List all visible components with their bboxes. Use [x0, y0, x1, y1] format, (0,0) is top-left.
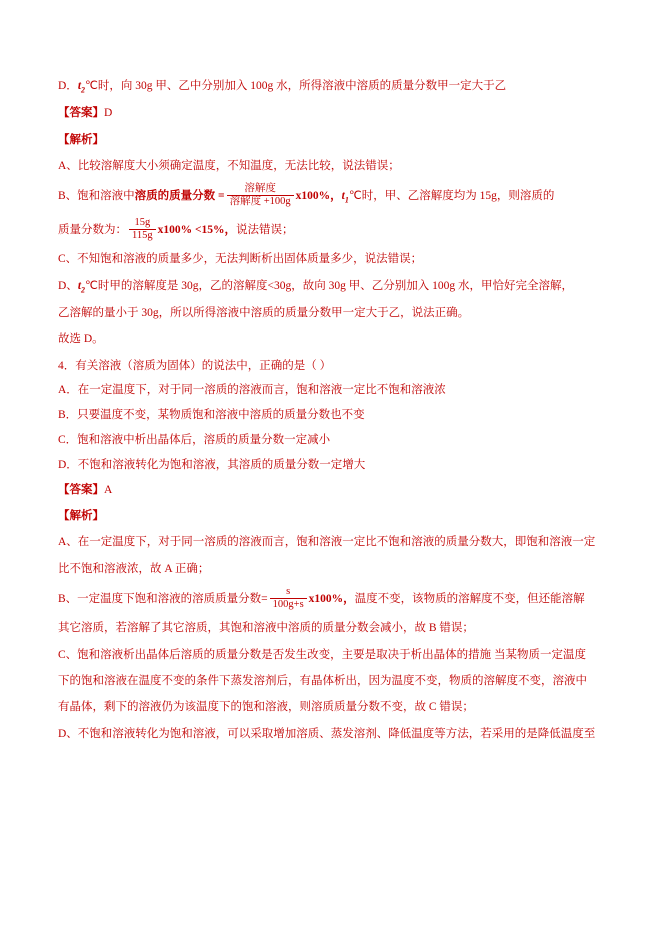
mass-fraction-tail: 说法错误；	[236, 223, 294, 236]
mass-fraction-percent: x100% <15%，	[157, 223, 237, 236]
q4-b-tail: 温度不变，该物质的溶解度不变，但还能溶解	[354, 593, 585, 606]
analysis-b-formula-label: 溶质的质量分数 =	[134, 190, 225, 203]
question-4-analysis-label-line	[58, 508, 603, 526]
analysis-d-prefix: D、	[58, 279, 78, 292]
q4-analysis-b-line	[58, 587, 603, 612]
analysis-b-tail: ℃时，甲、乙溶解度均为 15g，则溶质的	[348, 190, 555, 203]
analysis-b-line	[58, 184, 603, 209]
variable-t2-subscript: 2	[81, 284, 86, 294]
question-4-option-d: D．不饱和溶液转化为饱和溶液，其溶质的质量分数一定增大	[58, 458, 366, 471]
fraction-numerator: 15g	[134, 216, 151, 228]
fraction-solubility	[227, 183, 294, 208]
question-4-stem: 4．有关溶液（溶质为固体）的说法中，正确的是（ ）	[58, 359, 332, 372]
q4-analysis-a-line1: A、在一定温度下，对于同一溶质的溶液而言，饱和溶液一定比不饱和溶液的质量分数大，即饱和溶液一定	[58, 536, 596, 549]
question-4-option-c: C．饱和溶液中析出晶体后，溶质的质量分数一定减小	[58, 433, 331, 446]
variable-t1: t	[341, 190, 345, 203]
option-d-line	[58, 78, 603, 97]
option-d-prefix: D．	[58, 80, 78, 92]
mass-fraction-prefix: 质量分数为：	[58, 223, 127, 236]
question-4-answer-line	[58, 482, 603, 500]
analysis-a-line: A、比较溶解度大小须确定温度，不知温度，无法比较，说法错误；	[58, 159, 400, 172]
analysis-label: 【解析】	[58, 133, 104, 146]
fraction-15g-115g	[129, 217, 156, 242]
variable-t2: t	[77, 279, 82, 292]
option-d-text: ℃时，向 30g 甲、乙中分别加入 100g 水，所得溶液中溶质的质量分数甲一定大于乙	[85, 80, 507, 92]
fraction-denominator: 100g+s	[270, 598, 307, 611]
q4-analysis-c-line3: 有晶体，剩下的溶液仍为该温度下的饱和溶液，则溶质质量分数不变，故 C 错误；	[58, 701, 474, 714]
analysis-label-line	[58, 132, 603, 150]
q4-analysis-a-line2: 比不饱和溶液浓，故 A 正确；	[58, 562, 210, 575]
fraction-numerator: 溶解度	[244, 183, 276, 195]
analysis-d-line	[58, 278, 603, 297]
conclusion-line: 故选 D。	[58, 333, 104, 346]
fraction-denominator: 溶解度 +100g	[227, 195, 294, 208]
answer-line	[58, 105, 603, 123]
question-4-option-a: A．在一定温度下，对于同一溶质的溶液而言，饱和溶液一定比不饱和溶液浓	[58, 384, 446, 397]
answer-value: D	[104, 107, 113, 120]
analysis-c-line: C、不知饱和溶液的质量多少，无法判断析出固体质量多少，说法错误；	[58, 253, 423, 266]
q4-analysis-d-line1: D、不饱和溶液转化为饱和溶液，可以采取增加溶质、蒸发溶剂、降低温度等方法，若采用的是降低温度至	[58, 727, 596, 740]
question-4-option-b: B．只要温度不变，某物质饱和溶液中溶质的质量分数也不变	[58, 409, 365, 422]
fraction-s-100gs	[270, 586, 307, 611]
fraction-denominator: 115g	[129, 229, 156, 242]
q4-analysis-b-line2: 其它溶质，若溶解了其它溶质，其饱和溶液中溶质的质量分数会减小，故 B 错误；	[58, 622, 474, 635]
answer-label: 【答案】	[58, 107, 104, 120]
variable-t-subscript: 2	[81, 85, 86, 95]
variable-t: t	[77, 80, 82, 92]
q4-analysis-c-line1: C、饱和溶液析出晶体后溶质的质量分数是否发生改变，主要是取决于析出晶体的措施 当某物质一定温度	[58, 648, 587, 661]
analysis-d-tail: ℃时甲的溶解度是 30g，乙的溶解度<30g，故向 30g 甲、乙分别加入 100g 水，甲恰好完全溶解，	[85, 279, 574, 292]
q4-analysis-c-line2: 下的饱和溶液在温度不变的条件下蒸发溶剂后，有晶体析出，因为温度不变，物质的溶解度不变，溶液中	[58, 675, 587, 688]
analysis-label: 【解析】	[58, 509, 104, 522]
variable-t1-subscript: 1	[344, 195, 349, 205]
analysis-b-second-line	[58, 218, 603, 243]
fraction-numerator: s	[286, 585, 291, 597]
analysis-b-percent: x100%，	[295, 190, 342, 203]
answer-value: A	[104, 483, 113, 496]
q4-b-prefix: B、一定温度下饱和溶液的溶质质量分数=	[58, 593, 268, 606]
q4-b-percent: x100%，	[308, 593, 355, 606]
analysis-b-prefix: B、饱和溶液中	[58, 190, 135, 203]
answer-label: 【答案】	[58, 483, 104, 496]
analysis-d-continued: 乙溶解的量小于 30g，所以所得溶液中溶质的质量分数甲一定大于乙，说法正确。	[58, 306, 470, 319]
